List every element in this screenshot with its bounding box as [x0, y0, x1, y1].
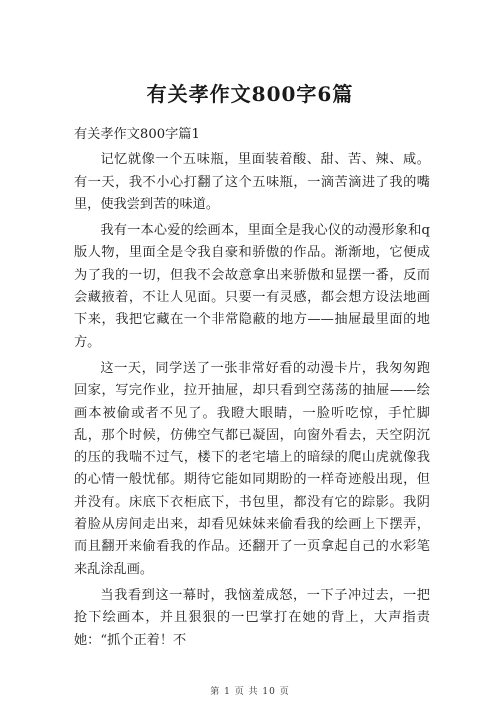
paragraph-4: 当我看到这一幕时，我恼羞成怒，一下子冲过去，一把抢下绘画本，并且狠狠的一巴掌打在她的背上，大声指责她：“抓个正着！不: [74, 587, 430, 648]
page-number-footer: 第 1 页 共 10 页: [210, 687, 290, 697]
paragraph-3: 这一天，同学送了一张非常好看的动漫卡片，我匆匆跑回家，写完作业，拉开抽屉，却只看到空荡荡的抽屉——绘画本被偷或者不见了。我瞪大眼睛，一脸听吃惊，手忙脚乱，那个时候，仿佛空气都已凝固，向窗外看去，天空阴沉的压的我喘不过气，楼下的老宅墙上的暗绿的爬山虎就像我的心情一般忧郁。期待它能如同期盼的一样奇迹般出现，但并没有。床底下衣柜底下，书包里，都没有它的踪影。我阴着脸从房间走出来，却看见妹妹来偷看我的绘画上下摆弄，而且翻开来偷看我的作品。还翻开了一页拿起自己的水彩笔来乱涂乱画。: [74, 360, 430, 577]
section-heading: 有关孝作文800字篇1: [74, 127, 200, 142]
paragraph-1: 记忆就像一个五味瓶，里面装着酸、甜、苦、辣、咸。有一天，我不小心打翻了这个五味瓶，一滴苦滴进了我的嘴里，使我尝到苦的味道。: [74, 152, 430, 212]
document-body: [74, 124, 430, 656]
document-title: 有关孝作文800字6篇: [146, 82, 354, 106]
paragraph-2: 我有一本心爱的绘画本，里面全是我心仪的动漫形象和q版人物，里面全是令我自豪和骄傲的作品。渐渐地，它便成为了我的一切，但我不会故意拿出来骄傲和显摆一番，反而会藏掖着，不让人见面。只要一有灵感，都会想方设法地画下来，我把它藏在一个非常隐蔽的地方——抽屉最里面的地方。: [74, 223, 430, 350]
